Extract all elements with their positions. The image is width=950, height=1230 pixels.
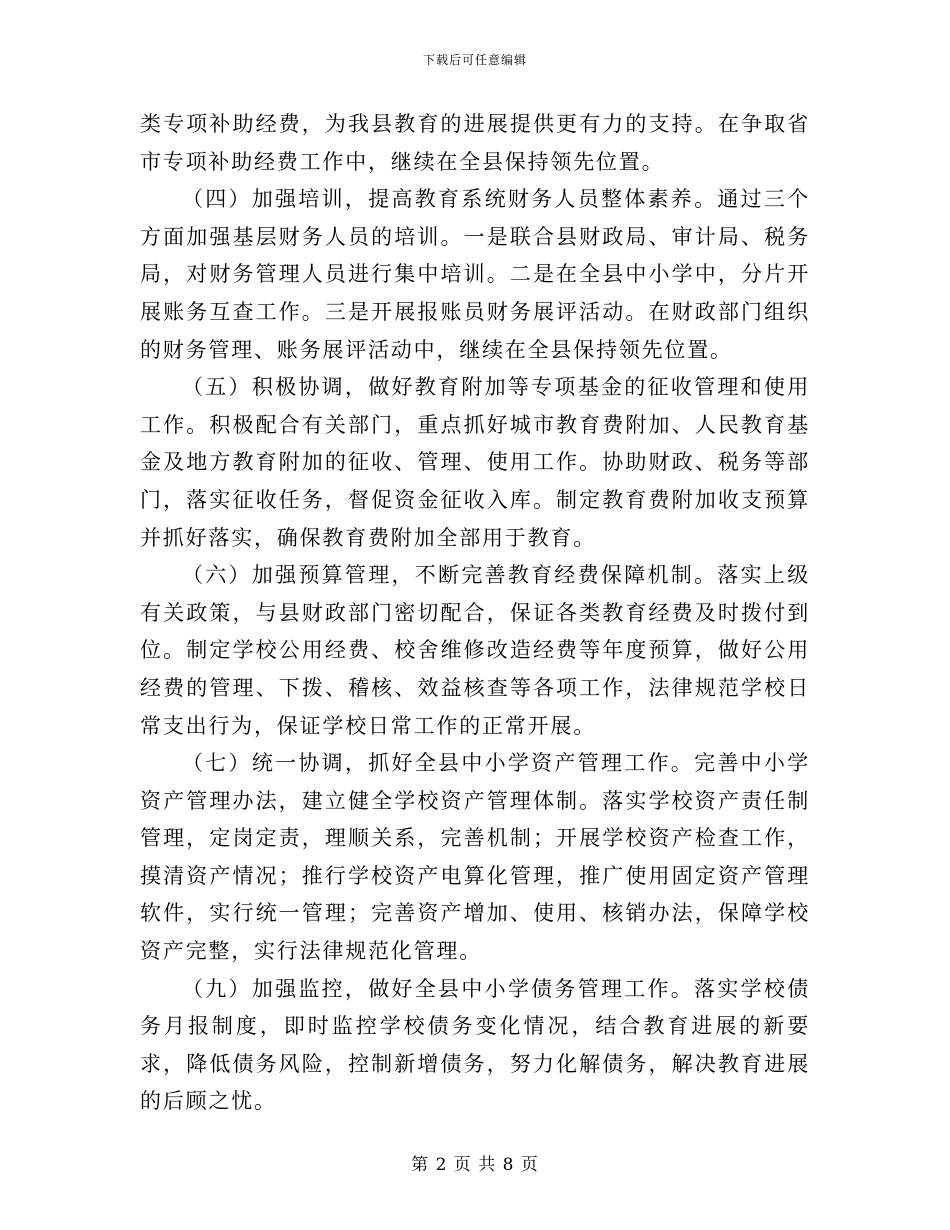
paragraph-section-5: （五）积极协调，做好教育附加等专项基金的征收管理和使用工作。积极配合有关部门，重点抓好城市教育费附加、人民教育基金及地方教育附加的征收、管理、使用工作。协助财政、税务等部门，落实征收任务，督促资金征收入库。制定教育费附加收支预算并抓好落实，确保教育费附加全部用于教育。	[140, 375, 810, 550]
page-number-footer: 第 2 页 共 8 页	[411, 1155, 539, 1175]
page-header: 下载后可任意编辑	[422, 53, 527, 67]
paragraph-continuation: 类专项补助经费，为我县教育的进展提供更有力的支持。在争取省市专项补助经费工作中，继续在全县保持领先位置。	[140, 112, 810, 174]
paragraph-section-9: （九）加强监控，做好全县中小学债务管理工作。落实学校债务月报制度，即时监控学校债务变化情况，结合教育进展的新要求，降低债务风险，控制新增债务，努力化解债务，解决教育进展的后顾之忧。	[140, 976, 810, 1114]
paragraph-section-4: （四）加强培训，提高教育系统财务人员整体素养。通过三个方面加强基层财务人员的培训。一是联合县财政局、审计局、税务局，对财务管理人员进行集中培训。二是在全县中小学中，分片开展账务互查工作。三是开展报账员财务展评活动。在财政部门组织的财务管理、账务展评活动中，继续在全县保持领先位置。	[140, 187, 810, 362]
document-body	[140, 106, 810, 1121]
paragraph-section-6: （六）加强预算管理，不断完善教育经费保障机制。落实上级有关政策，与县财政部门密切配合，保证各类教育经费及时拨付到位。制定学校公用经费、校舍维修改造经费等年度预算，做好公用经费的管理、下拨、稽核、效益核查等各项工作，法律规范学校日常支出行为，保证学校日常工作的正常开展。	[140, 563, 810, 738]
paragraph-section-7: （七）统一协调，抓好全县中小学资产管理工作。完善中小学资产管理办法，建立健全学校资产管理体制。落实学校资产责任制管理，定岗定责，理顺关系，完善机制；开展学校资产检查工作，摸清资产情况；推行学校资产电算化管理，推广使用固定资产管理软件，实行统一管理；完善资产增加、使用、核销办法，保障学校资产完整，实行法律规范化管理。	[140, 751, 810, 964]
